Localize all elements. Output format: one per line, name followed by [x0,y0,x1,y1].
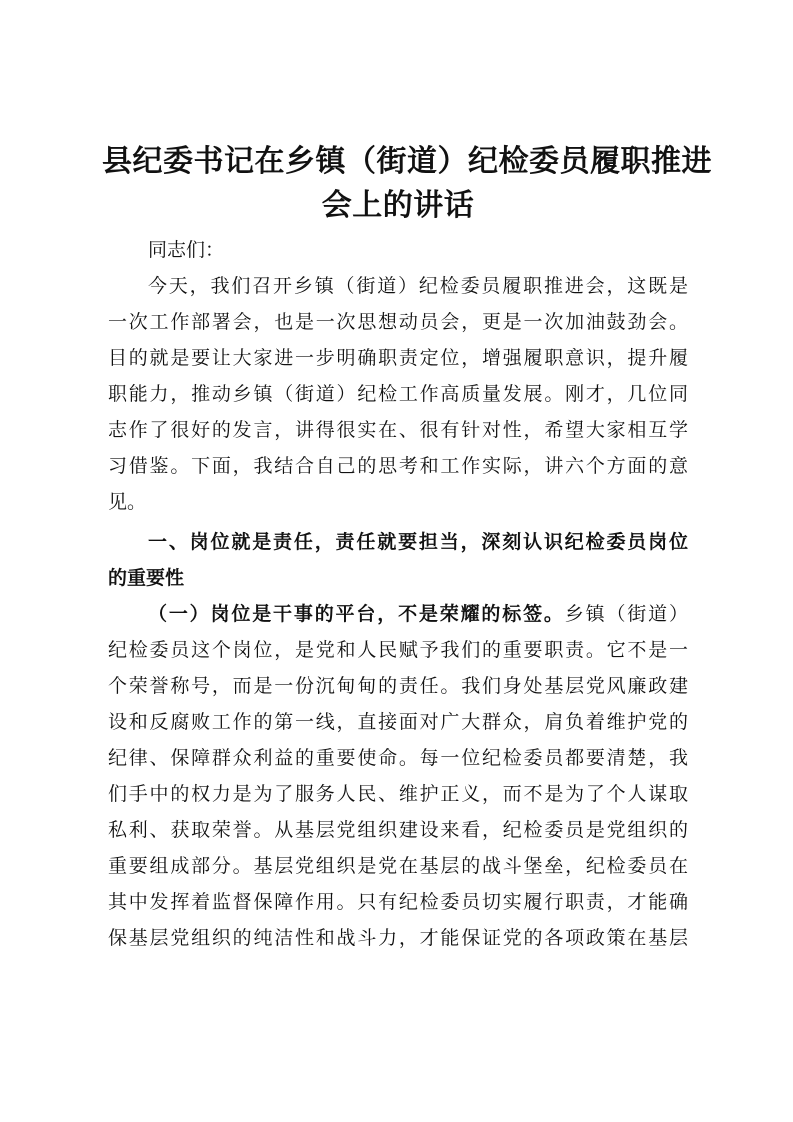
intro-line-4: 职能力，推动乡镇（街道）纪检工作高质量发展。刚才，几位同 [108,383,688,405]
intro-line-1: 今天，我们召开乡镇（街道）纪检委员履职推进会，这既是 [148,275,688,297]
subsection-1-line-9: 其中发挥着监督保障作用。只有纪检委员切实履行职责，才能确 [108,891,688,913]
subsection-1-line-5: 纪律、保障群众利益的重要使命。每一位纪检委员都要清楚，我 [108,747,688,769]
section-1-heading [108,524,688,596]
subsection-1-line-8: 重要组成部分。基层党组织是党在基层的战斗堡垒，纪检委员在 [108,855,688,877]
subsection-1-line-3: 个荣誉称号，而是一份沉甸甸的责任。我们身处基层党风廉政建 [108,675,688,697]
title-line-2: 会上的讲话 [321,188,475,223]
section-1-heading-line-2: 的重要性 [108,567,185,589]
intro-paragraph [108,268,688,520]
subsection-1-line-6: 们手中的权力是为了服务人民、维护正义，而不是为了个人谋取 [108,783,688,805]
subsection-1-line-7: 私利、获取荣誉。从基层党组织建设来看，纪检委员是党组织的 [108,819,688,841]
section-1-heading-line-1: 一、岗位就是责任，责任就要担当，深刻认识纪检委员岗位 [148,531,688,553]
subsection-1-first-rest: 乡镇（街道） [564,603,688,625]
subsection-1-paragraph [108,596,688,956]
subsection-1-lead: （一）岗位是干事的平台，不是荣耀的标签。 [148,603,565,625]
subsection-1-line-4: 设和反腐败工作的第一线，直接面对广大群众，肩负着维护党的 [108,711,688,733]
subsection-1-line-2: 纪检委员这个岗位，是党和人民赋予我们的重要职责。它不是一 [108,639,688,661]
subsection-1-line-10: 保基层党组织的纯洁性和战斗力，才能保证党的各项政策在基层 [108,927,688,949]
intro-line-7: 见。 [108,491,147,513]
intro-line-3: 目的就是要让大家进一步明确职责定位，增强履职意识，提升履 [108,347,688,369]
document-page [102,140,712,956]
intro-line-2: 一次工作部署会，也是一次思想动员会，更是一次加油鼓劲会。 [108,311,688,333]
salutation: 同志们： [148,239,225,261]
title-line-1: 县纪委书记在乡镇（街道）纪检委员履职推进 [102,144,712,179]
subsection-1-line-1 [108,596,688,632]
intro-line-5: 志作了很好的发言，讲得很实在、很有针对性，希望大家相互学 [108,419,688,441]
document-title [102,140,712,228]
intro-line-6: 习借鉴。下面，我结合自己的思考和工作实际，讲六个方面的意 [108,455,688,477]
